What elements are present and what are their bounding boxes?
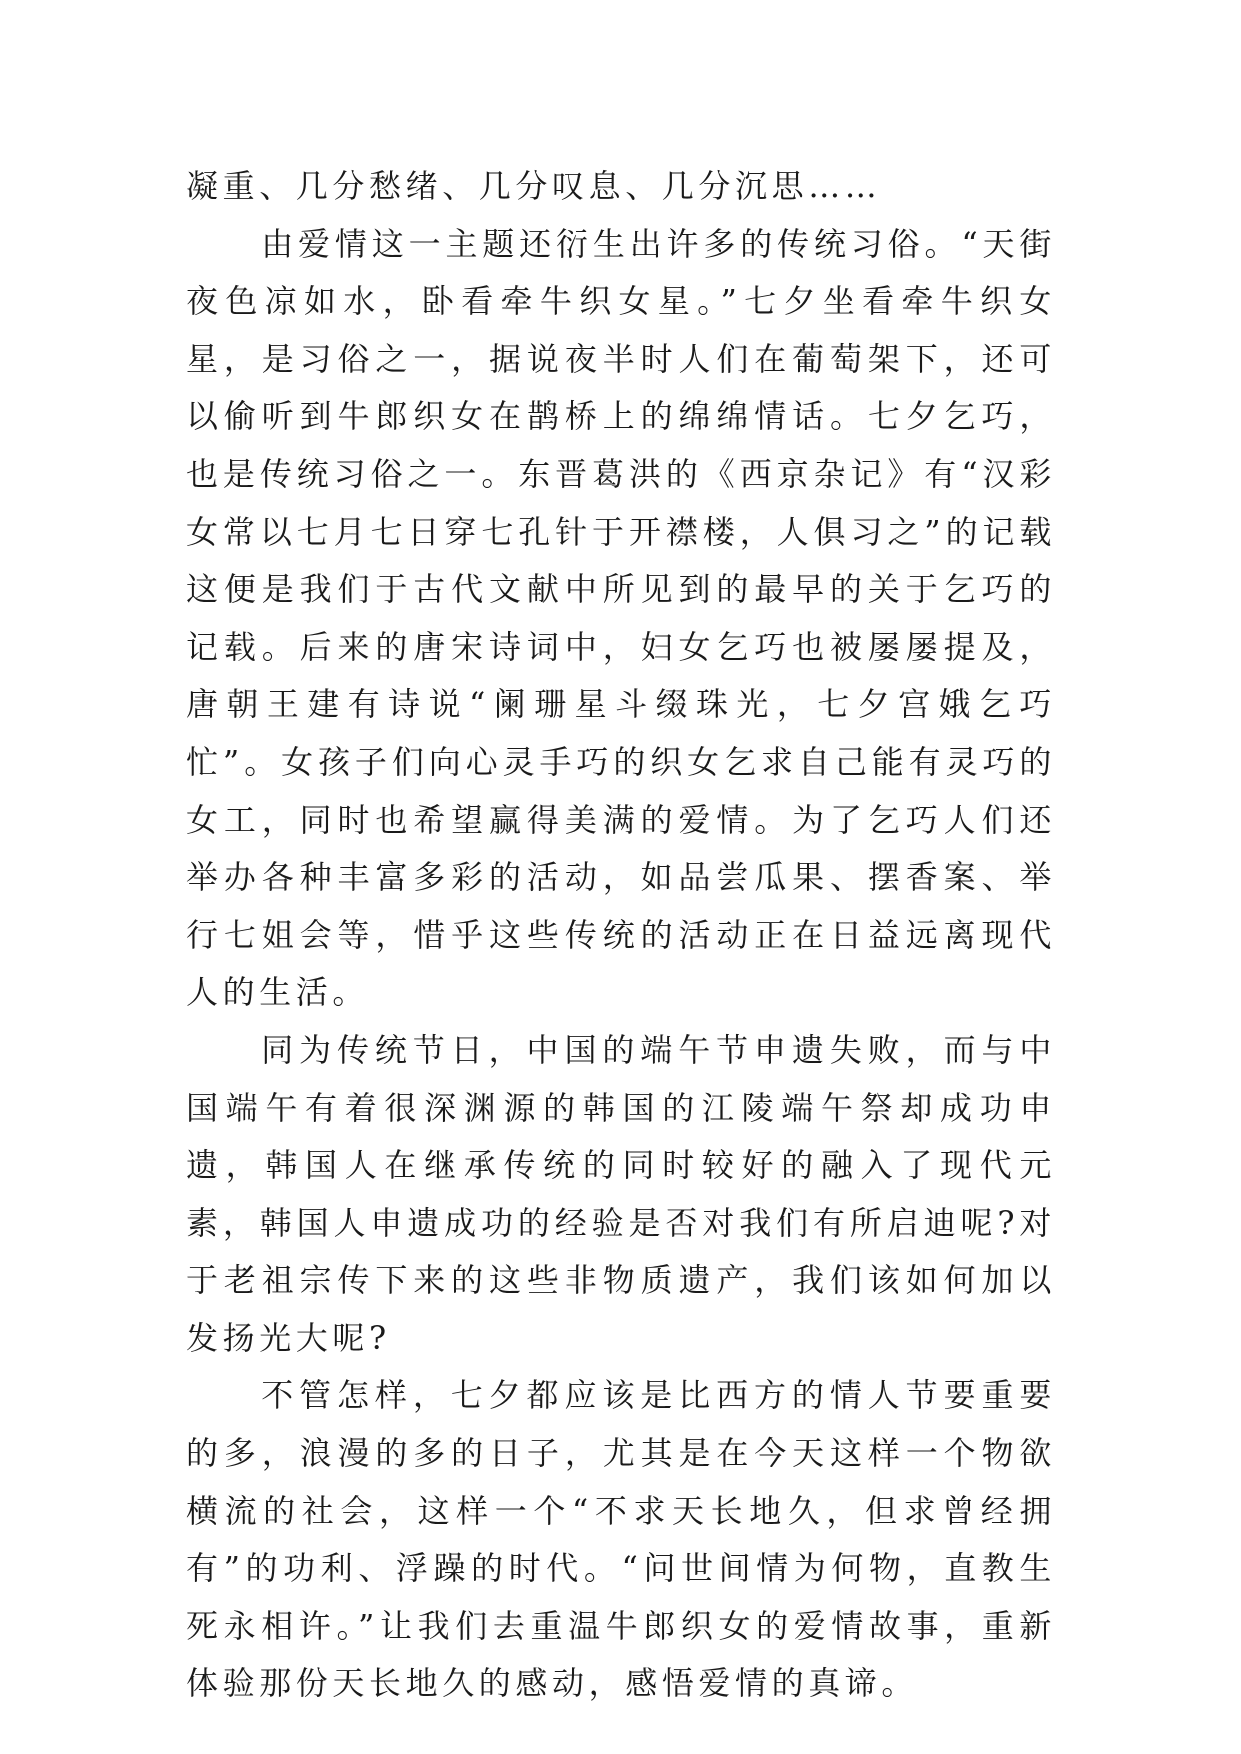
paragraph-customs: 由爱情这一主题还衍生出许多的传统习俗。“天街夜色凉如水，卧看牵牛织女星。”七夕坐看牵牛织女星，是习俗之一，据说夜半时人们在葡萄架下，还可以偷听到牛郎织女在鹊桥上的绵绵情话。七夕乞巧，也是传统习俗之一。东晋葛洪的《西京杂记》有“汉彩女常以七月七日穿七孔针于开襟楼，人俱习之”的记载这便是我们于古代文献中所见到的最早的关于乞巧的记载。后来的唐宋诗词中，妇女乞巧也被屡屡提及，唐朝王建有诗说“阑珊星斗缀珠光，七夕宫娥乞巧忙”。女孩子们向心灵手巧的织女乞求自己能有灵巧的女工，同时也希望赢得美满的爱情。为了乞巧人们还举办各种丰富多彩的活动，如品尝瓜果、摆香案、举行七姐会等，惜乎这些传统的活动正在日益远离现代人的生活。	[186, 224, 1056, 1012]
paragraph-conclusion: 不管怎样，七夕都应该是比西方的情人节要重要的多，浪漫的多的日子，尤其是在今天这样一个物欲横流的社会，这样一个“不求天长地久，但求曾经拥有”的功利、浮躁的时代。“问世间情为何物，直教生死永相许。”让我们去重温牛郎织女的爱情故事，重新体验那份天长地久的感动，感悟爱情的真谛。	[186, 1376, 1056, 1703]
document-body	[186, 158, 1056, 1713]
paragraph-dragon-boat: 同为传统节日，中国的端午节申遗失败，而与中国端午有着很深渊源的韩国的江陵端午祭却成功申遗，韩国人在继承传统的同时较好的融入了现代元素，韩国人申遗成功的经验是否对我们有所启迪呢?对于老祖宗传下来的这些非物质遗产，我们该如何加以发扬光大呢?	[186, 1030, 1056, 1357]
paragraph-continuation: 凝重、几分愁绪、几分叹息、几分沉思……	[186, 167, 882, 205]
